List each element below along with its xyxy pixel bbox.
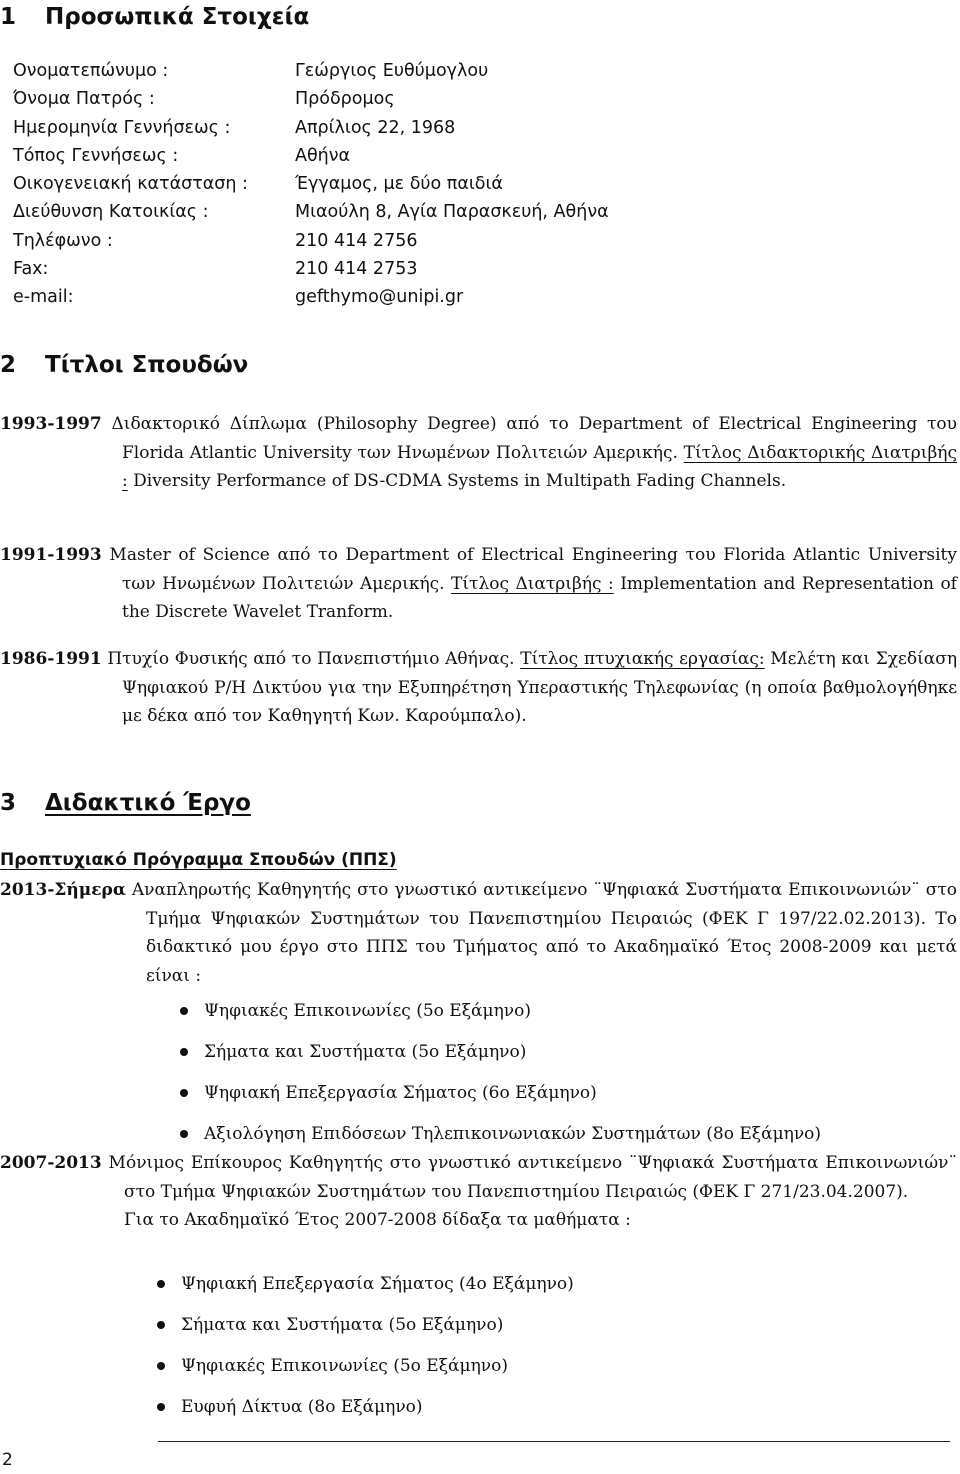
personal-value: Μιαούλη 8, Αγία Παρασκευή, Αθήνα [295,202,609,223]
list-item [157,1311,574,1352]
personal-value: Πρόδρομος [295,89,395,110]
bullet-icon [180,1130,188,1138]
teaching-text: Μόνιμος Επίκουρος Καθηγητής στο γνωστικό αντικείμενο ¨Ψηφιακά Συστήματα Επικοινωνιών¨ στο Τμήμα Ψηφιακών Συστημάτων του Πανεπιστημίου Πειραιώς (ΦΕΚ Γ 271/23.04.2007). [108,1153,958,1202]
course-name: Ψηφιακή Επεξεργασία Σήματος (6ο Εξάμηνο) [204,1083,597,1103]
bullet-icon [157,1362,165,1370]
personal-label: Fax: [13,259,49,280]
section-number: 2 [0,352,17,378]
section-title-teaching [0,790,251,816]
bullet-icon [157,1321,165,1329]
degree-entry-msc [0,541,957,627]
list-item [180,997,821,1038]
personal-value: Απρίλιος 22, 1968 [295,117,456,138]
bullet-icon [180,1007,188,1015]
course-list-2007 [157,1270,574,1434]
degree-years: 1991-1993 [0,545,102,565]
teaching-text: Αναπληρωτής Καθηγητής στο γνωστικό αντικείμενο ¨Ψηφιακά Συστήματα Επικοινωνιών¨ στο Τμήμα Ψηφιακών Συστημάτων του Πανεπιστημίου Πειραιώς (ΦΕΚ Γ 197/22.02.2013). Το διδακτικό μου έργο στο ΠΠΣ του Τμήματος από το Ακαδημαϊκό Έτος 2008-2009 και μετά είναι : [131,880,958,986]
page-number: 2 [2,1450,13,1470]
thesis-title: Diversity Performance of DS-CDMA Systems in Multipath Fading Channels. [133,471,787,492]
degree-paragraph [0,645,957,731]
personal-label: Όνομα Πατρός : [13,89,155,110]
personal-label: Τηλέφωνο : [13,230,113,251]
personal-label: Διεύθυνση Κατοικίας : [13,202,209,223]
degree-paragraph [0,541,957,627]
bullet-icon [180,1048,188,1056]
course-name: Σήματα και Συστήματα (5ο Εξάμηνο) [181,1315,504,1335]
bullet-icon [157,1403,165,1411]
degree-paragraph [0,410,957,496]
personal-value: Αθήνα [295,145,351,166]
list-item [180,1079,821,1120]
teaching-paragraph [0,876,957,990]
course-name: Ψηφιακές Επικοινωνίες (5ο Εξάμηνο) [181,1356,508,1376]
degree-entry-phd [0,410,957,496]
teaching-entry-2013 [0,876,957,990]
bullet-icon [157,1280,165,1288]
degree-entry-bsc [0,645,957,731]
personal-value: Γεώργιος Ευθύμογλου [295,61,489,81]
course-list-2013 [180,997,821,1161]
thesis-label: Τίτλος Διατριβής : [451,573,614,594]
teaching-intro: Για το Ακαδημαϊκό Έτος 2007-2008 δίδαξα τα μαθήματα : [124,1210,631,1231]
course-name: Ψηφιακή Επεξεργασία Σήματος (4ο Εξάμηνο) [181,1274,574,1294]
degree-years: 1993-1997 [0,414,102,434]
list-item [180,1038,821,1079]
personal-label: Οικογενειακή κατάσταση : [13,174,248,195]
thesis-label: Τίτλος πτυχιακής εργασίας: [520,649,765,669]
list-item [157,1270,574,1311]
personal-label: e-mail: [13,287,74,308]
section-title-text: Προσωπικά Στοιχεία [45,4,310,30]
section-title-degrees [0,352,248,378]
degree-text: Διδακτορικό Δίπλωμα (Philosophy Degree) από το Department of Electrical Engineering του Florida Atlantic University των Ηνωμένων Πολιτειών Αμερικής. [111,414,957,463]
teaching-entry-2007 [0,1149,957,1235]
thesis-title: Μελέτη και Σχεδίαση Ψηφιακού Ρ/Η Δικτύου για την Εξυπηρέτηση Υπεραστικής Τηλεφωνίας (η οποία βαθμολογήθηκε με δέκα από τον Καθηγητή Κων. Καρούμπαλο). [122,649,958,727]
section-title-personal [0,4,309,30]
degree-years: 1986-1991 [0,649,102,669]
course-name: Σήματα και Συστήματα (5ο Εξάμηνο) [204,1042,527,1062]
bullet-icon [180,1089,188,1097]
teaching-years: 2007-2013 [0,1153,102,1173]
degree-text: Master of Science από το Department of Electrical Engineering του Florida Atlantic University των Ηνωμένων Πολιτειών Αμερικής. [109,545,957,594]
personal-value: 210 414 2756 [295,230,418,251]
footer-divider [158,1441,950,1442]
course-name: Αξιολόγηση Επιδόσεων Τηλεπικοινωνιακών Συστημάτων (8ο Εξάμηνο) [204,1124,822,1144]
email-link[interactable]: gefthymo@unipi.gr [295,287,464,308]
course-name: Ψηφιακές Επικοινωνίες (5ο Εξάμηνο) [204,1001,531,1021]
thesis-title: Implementation and Representation of the Discrete Wavelet Tranform. [122,573,957,623]
section-number: 3 [0,790,17,816]
personal-value: Έγγαμος, με δύο παιδιά [295,174,503,195]
teaching-years: 2013-Σήμερα [0,880,126,900]
undergraduate-program-heading: Προπτυχιακό Πρόγραμμα Σπουδών (ΠΠΣ) [0,850,397,870]
teaching-paragraph [0,1149,957,1206]
list-item [157,1393,574,1434]
section-title-text: Διδακτικό Έργο [45,790,251,816]
personal-value: 210 414 2753 [295,259,418,280]
list-item [157,1352,574,1393]
course-name: Ευφυή Δίκτυα (8ο Εξάμηνο) [181,1397,423,1417]
section-title-text: Τίτλοι Σπουδών [45,352,249,378]
degree-text: Πτυχίο Φυσικής από το Πανεπιστήμιο Αθήνας. [107,649,515,669]
section-number: 1 [0,4,17,30]
personal-label: Ονοματεπώνυμο : [13,61,169,81]
thesis-label: Τίτλος Διδακτορικής Διατριβής : [122,442,957,492]
personal-label: Τόπος Γεννήσεως : [13,145,179,166]
personal-label: Ημερομηνία Γεννήσεως : [13,117,231,138]
